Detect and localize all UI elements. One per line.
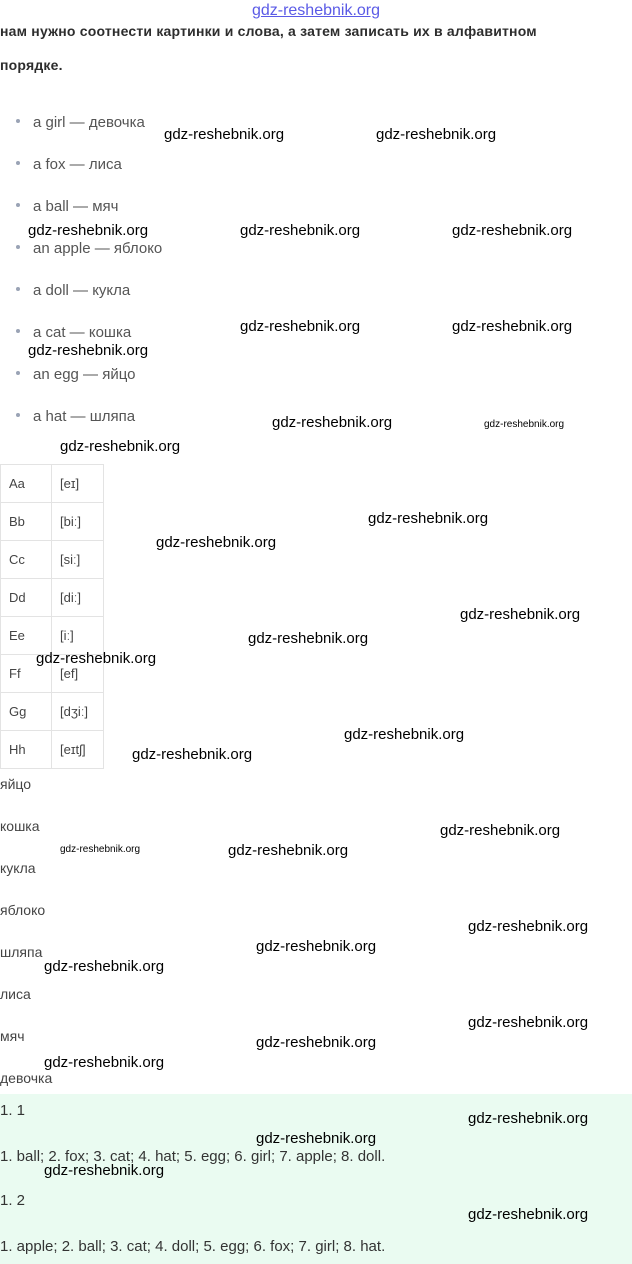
table-row: Ff [ef]	[1, 655, 104, 693]
watermark: gdz-reshebnik.org	[240, 222, 361, 239]
watermark: gdz-reshebnik.org	[368, 510, 489, 527]
watermark: gdz-reshebnik.org	[344, 726, 465, 743]
watermark: gdz-reshebnik.org	[248, 630, 369, 647]
watermark: gdz-reshebnik.org	[240, 318, 361, 335]
answer-text-1: 1. ball; 2. fox; 3. cat; 4. hat; 5. egg; 6. girl; 7. apple; 8. doll.	[0, 1148, 386, 1165]
table-row: Hh [eɪtʃ]	[1, 731, 104, 769]
bullet-icon	[16, 329, 20, 333]
table-row: Aa [eɪ]	[1, 465, 104, 503]
watermark: gdz-reshebnik.org	[452, 318, 573, 335]
bullet-icon	[16, 119, 20, 123]
list-item: a cat — кошка	[16, 324, 131, 341]
watermark: gdz-reshebnik.org	[28, 342, 149, 359]
watermark: gdz-reshebnik.org	[60, 438, 181, 455]
watermark: gdz-reshebnik.org	[256, 1130, 377, 1147]
list-item: девочка	[0, 1070, 53, 1086]
list-item: a doll — кукла	[16, 282, 130, 299]
watermark: gdz-reshebnik.org	[60, 844, 141, 855]
watermark: gdz-reshebnik.org	[256, 938, 377, 955]
watermark: gdz-reshebnik.org	[256, 1034, 377, 1051]
watermark: gdz-reshebnik.org	[272, 414, 393, 431]
watermark: gdz-reshebnik.org	[468, 1110, 589, 1127]
watermark: gdz-reshebnik.org	[164, 126, 285, 143]
table-row: Cc [siː]	[1, 541, 104, 579]
list-item: a fox — лиса	[16, 156, 122, 173]
list-item: кошка	[0, 818, 40, 834]
list-item: мяч	[0, 1028, 25, 1044]
table-row: Dd [diː]	[1, 579, 104, 617]
answer-text-2: 1. apple; 2. ball; 3. cat; 4. doll; 5. egg; 6. fox; 7. girl; 8. hat.	[0, 1238, 386, 1255]
watermark: gdz-reshebnik.org	[44, 958, 165, 975]
watermark: gdz-reshebnik.org	[468, 918, 589, 935]
list-item: a ball — мяч	[16, 198, 118, 215]
task-description-line-2: порядке.	[0, 57, 63, 73]
task-description	[0, 14, 632, 82]
watermark: gdz-reshebnik.org	[440, 822, 561, 839]
bullet-icon	[16, 203, 20, 207]
table-row: Gg [dʒiː]	[1, 693, 104, 731]
bullet-icon	[16, 287, 20, 291]
list-item: шляпа	[0, 944, 43, 960]
bullet-icon	[16, 371, 20, 375]
list-item: яйцо	[0, 776, 32, 792]
list-item: кукла	[0, 860, 36, 876]
watermark: gdz-reshebnik.org	[460, 606, 581, 623]
watermark: gdz-reshebnik.org	[28, 222, 149, 239]
table-row: Bb [biː]	[1, 503, 104, 541]
watermark: gdz-reshebnik.org	[228, 842, 349, 859]
alphabet-table	[0, 464, 104, 769]
watermark: gdz-reshebnik.org	[36, 650, 157, 667]
answer-heading-2: 1. 2	[0, 1192, 26, 1209]
watermark: gdz-reshebnik.org	[468, 1014, 589, 1031]
watermark: gdz-reshebnik.org	[44, 1054, 165, 1071]
list-item: a hat — шляпа	[16, 408, 135, 425]
watermark: gdz-reshebnik.org	[484, 419, 565, 430]
list-item: a girl — девочка	[16, 114, 145, 131]
list-item: an apple — яблоко	[16, 240, 162, 257]
task-description-line-1: нам нужно соотнести картинки и слова, а затем записать их в алфавитном	[0, 23, 537, 39]
bullet-icon	[16, 413, 20, 417]
list-item: лиса	[0, 986, 31, 1002]
watermark: gdz-reshebnik.org	[452, 222, 573, 239]
watermark: gdz-reshebnik.org	[132, 746, 253, 763]
list-item: an egg — яйцо	[16, 366, 135, 383]
table-row: Ee [iː]	[1, 617, 104, 655]
list-item: яблоко	[0, 902, 46, 918]
watermark: gdz-reshebnik.org	[156, 534, 277, 551]
watermark: gdz-reshebnik.org	[376, 126, 497, 143]
watermark: gdz-reshebnik.org	[44, 1162, 165, 1179]
answer-heading-1: 1. 1	[0, 1102, 26, 1119]
bullet-icon	[16, 245, 20, 249]
bullet-icon	[16, 161, 20, 165]
site-link[interactable]: gdz-reshebnik.org	[251, 2, 381, 19]
watermark: gdz-reshebnik.org	[468, 1206, 589, 1223]
